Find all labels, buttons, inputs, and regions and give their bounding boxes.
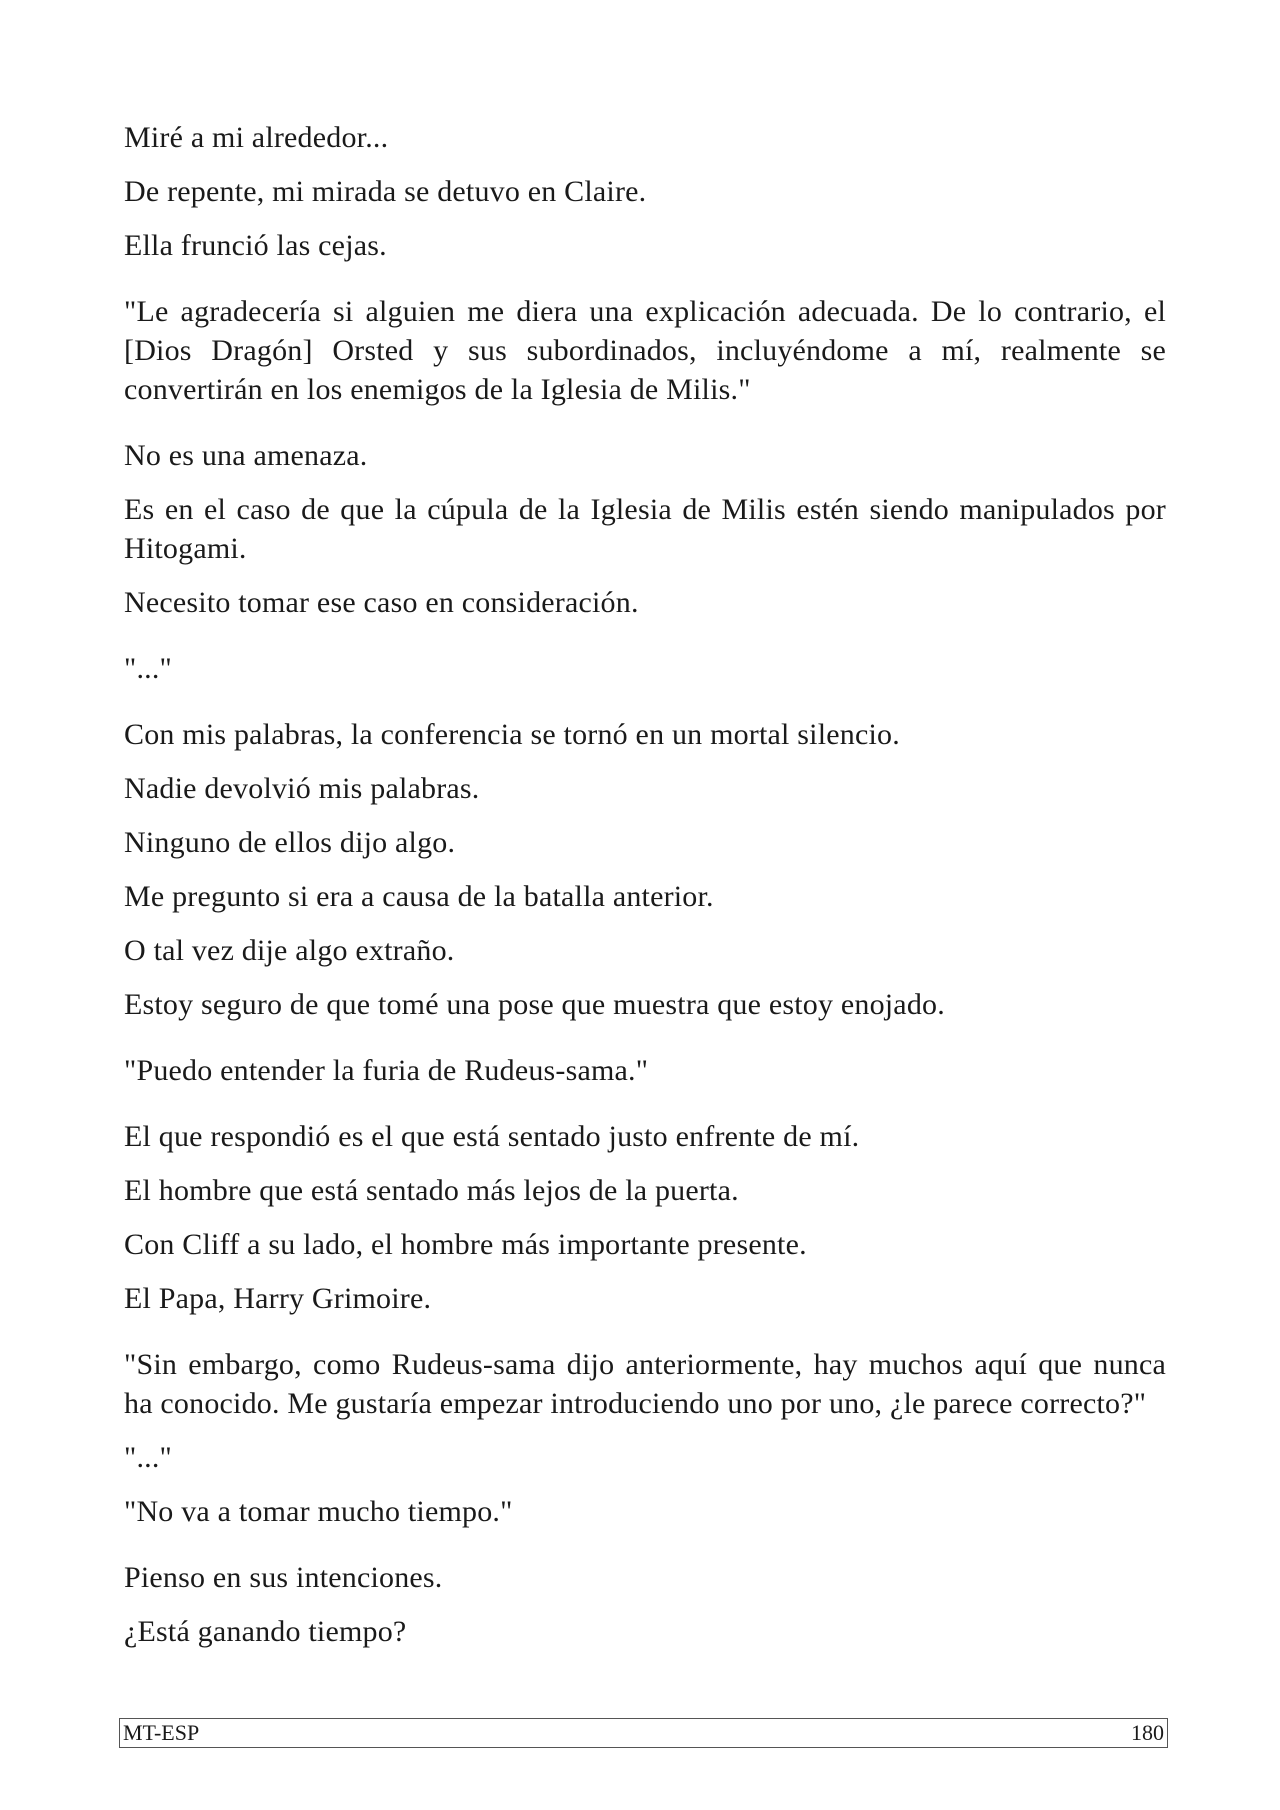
paragraph: Estoy seguro de que tomé una pose que muestra que estoy enojado. [124, 988, 945, 1021]
paragraph: "Puedo entender la furia de Rudeus-sama." [124, 1054, 649, 1087]
paragraph: De repente, mi mirada se detuvo en Claire. [124, 175, 647, 208]
paragraph: Con mis palabras, la conferencia se tornó en un mortal silencio. [124, 718, 900, 751]
paragraph: "..." [124, 1441, 172, 1474]
paragraph: O tal vez dije algo extraño. [124, 934, 455, 967]
paragraph: "No va a tomar mucho tiempo." [124, 1495, 513, 1528]
paragraph: Ella frunció las cejas. [124, 229, 387, 262]
page-footer [119, 1718, 1168, 1748]
paragraph: ¿Está ganando tiempo? [124, 1615, 407, 1648]
paragraph: Pienso en sus intenciones. [124, 1561, 443, 1594]
paragraph: Es en el caso de que la cúpula de la Iglesia de Milis estén siendo manipulados por Hitogami. [124, 493, 1166, 565]
paragraph: "Sin embargo, como Rudeus-sama dijo anteriormente, hay muchos aquí que nunca ha conocido. Me gustaría empezar introduciendo uno por uno, ¿le parece correcto?" [124, 1348, 1166, 1420]
paragraph: Me pregunto si era a causa de la batalla anterior. [124, 880, 714, 913]
paragraph: "Le agradecería si alguien me diera una explicación adecuada. De lo contrario, el [Dios Dragón] Orsted y sus subordinados, incluyéndome a mí, realmente se convertirán en los enemigos de la Iglesia de Milis." [124, 295, 1166, 406]
paragraph: Miré a mi alrededor... [124, 121, 389, 154]
paragraph: El hombre que está sentado más lejos de la puerta. [124, 1174, 739, 1207]
paragraph: No es una amenaza. [124, 439, 368, 472]
paragraph: Con Cliff a su lado, el hombre más importante presente. [124, 1228, 807, 1261]
paragraph: Nadie devolvió mis palabras. [124, 772, 480, 805]
page-body [124, 118, 1166, 1651]
paragraph: El Papa, Harry Grimoire. [124, 1282, 432, 1315]
page-number: 180 [1131, 1720, 1164, 1745]
paragraph: Ninguno de ellos dijo algo. [124, 826, 456, 859]
paragraph: Necesito tomar ese caso en consideración. [124, 586, 639, 619]
footer-label: MT-ESP [123, 1720, 200, 1745]
paragraph: El que respondió es el que está sentado justo enfrente de mí. [124, 1120, 860, 1153]
paragraph: "..." [124, 652, 172, 685]
